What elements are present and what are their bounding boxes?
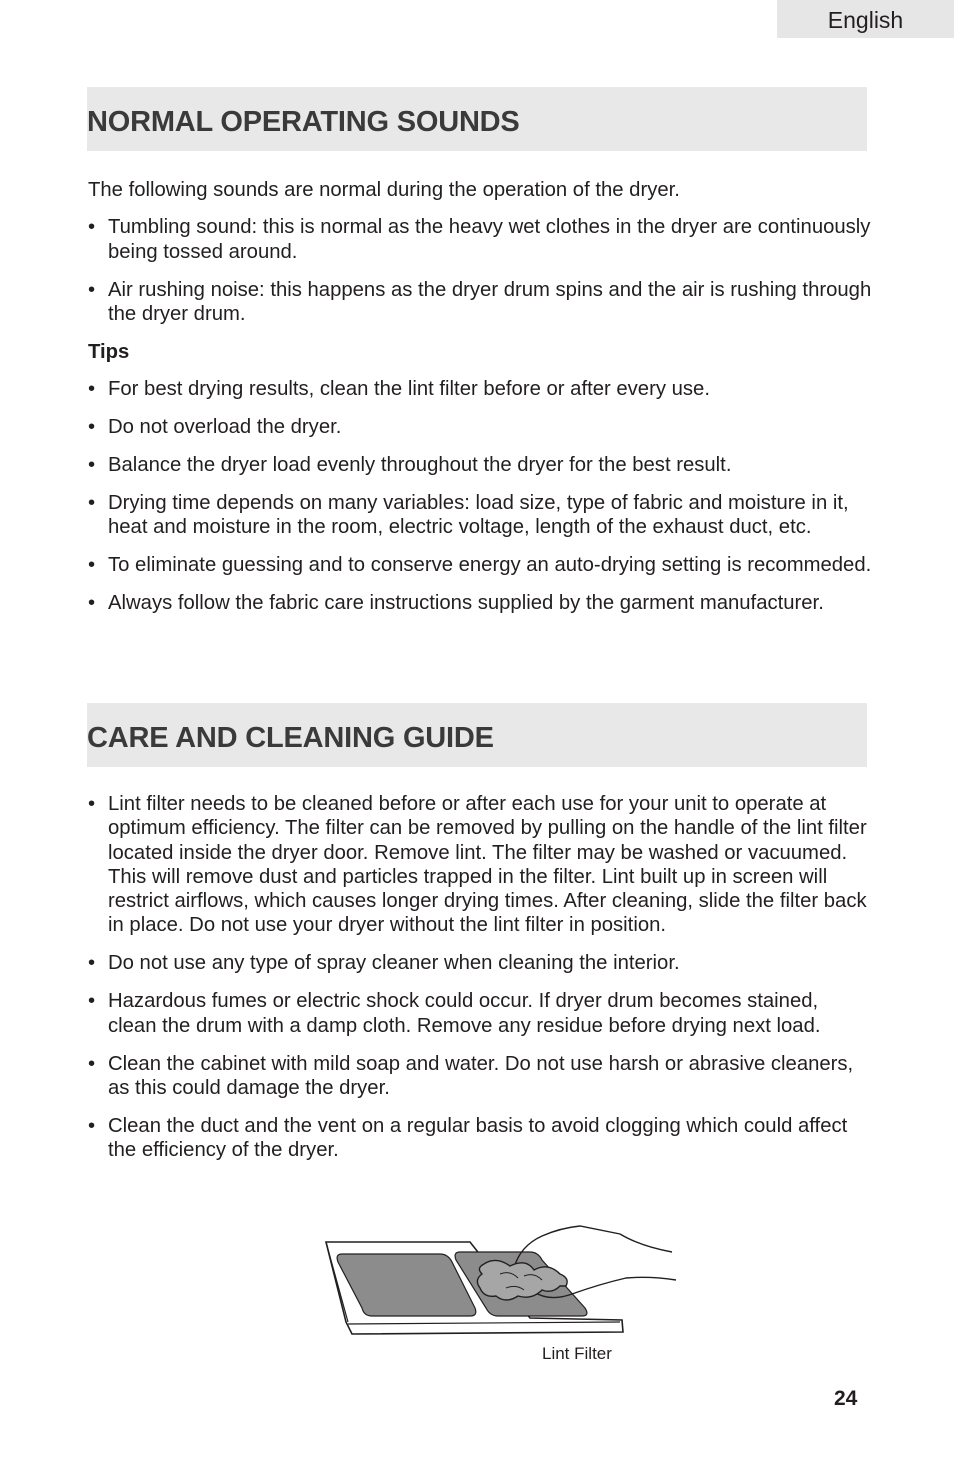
list-item: • To eliminate guessing and to conserve energy an auto-drying setting is recommeded. xyxy=(88,553,878,577)
list-item: • Tumbling sound: this is normal as the heavy wet clothes in the dryer are continuously being tossed around. xyxy=(88,215,878,264)
tips-bullet-list xyxy=(88,377,878,616)
normal-operating-sounds-body xyxy=(88,178,878,629)
care-bullet-list xyxy=(88,792,868,1163)
section-header-normal-operating-sounds xyxy=(87,87,867,151)
sounds-bullet-list xyxy=(88,215,878,326)
list-item: • For best drying results, clean the lint filter before or after every use. xyxy=(88,377,878,401)
figure-caption: Lint Filter xyxy=(542,1344,612,1363)
section-header-care-and-cleaning-guide xyxy=(87,703,867,767)
page-number: 24 xyxy=(834,1387,858,1410)
list-item: • Lint filter needs to be cleaned before or after each use for your unit to operate at optimum efficiency. The filter can be removed by pulling on the handle of the lint filter located inside the dryer door. Remove lint. The filter may be washed or vacuumed. This will remove dust and particles trapped in the filter. Lint built up in screen will restrict airflows, which causes longer drying times. After cleaning, slide the filter back in place. Do not use your dryer without the lint filter in position. xyxy=(88,792,868,938)
list-item: • Clean the duct and the vent on a regular basis to avoid clogging which could affect the efficiency of the dryer. xyxy=(88,1114,868,1163)
sounds-intro-paragraph: The following sounds are normal during the operation of the dryer. xyxy=(88,179,680,201)
list-item: • Clean the cabinet with mild soap and water. Do not use harsh or abrasive cleaners, as this could damage the dryer. xyxy=(88,1052,868,1101)
list-item: • Hazardous fumes or electric shock could occur. If dryer drum becomes stained, clean the drum with a damp cloth. Remove any residue before drying next load. xyxy=(88,989,868,1038)
list-item: • Air rushing noise: this happens as the dryer drum spins and the air is rushing through the dryer drum. xyxy=(88,278,878,327)
list-item: • Always follow the fabric care instructions supplied by the garment manufacturer. xyxy=(88,591,878,615)
tips-heading: Tips xyxy=(88,340,130,363)
list-item: • Drying time depends on many variables: load size, type of fabric and moisture in it, heat and moisture in the room, electric voltage, length of the exhaust duct, etc. xyxy=(88,491,878,540)
language-tab: English xyxy=(777,0,954,38)
lint-filter-figure xyxy=(320,1222,680,1342)
lint-filter-illustration-icon xyxy=(320,1222,680,1342)
list-item: • Do not overload the dryer. xyxy=(88,415,878,439)
list-item: • Balance the dryer load evenly throughout the dryer for the best result. xyxy=(88,453,878,477)
section-title-normal-operating-sounds: NORMAL OPERATING SOUNDS xyxy=(87,106,520,138)
care-and-cleaning-body xyxy=(88,792,868,1176)
section-title-care-and-cleaning-guide: CARE AND CLEANING GUIDE xyxy=(87,722,494,754)
list-item: • Do not use any type of spray cleaner when cleaning the interior. xyxy=(88,951,868,975)
